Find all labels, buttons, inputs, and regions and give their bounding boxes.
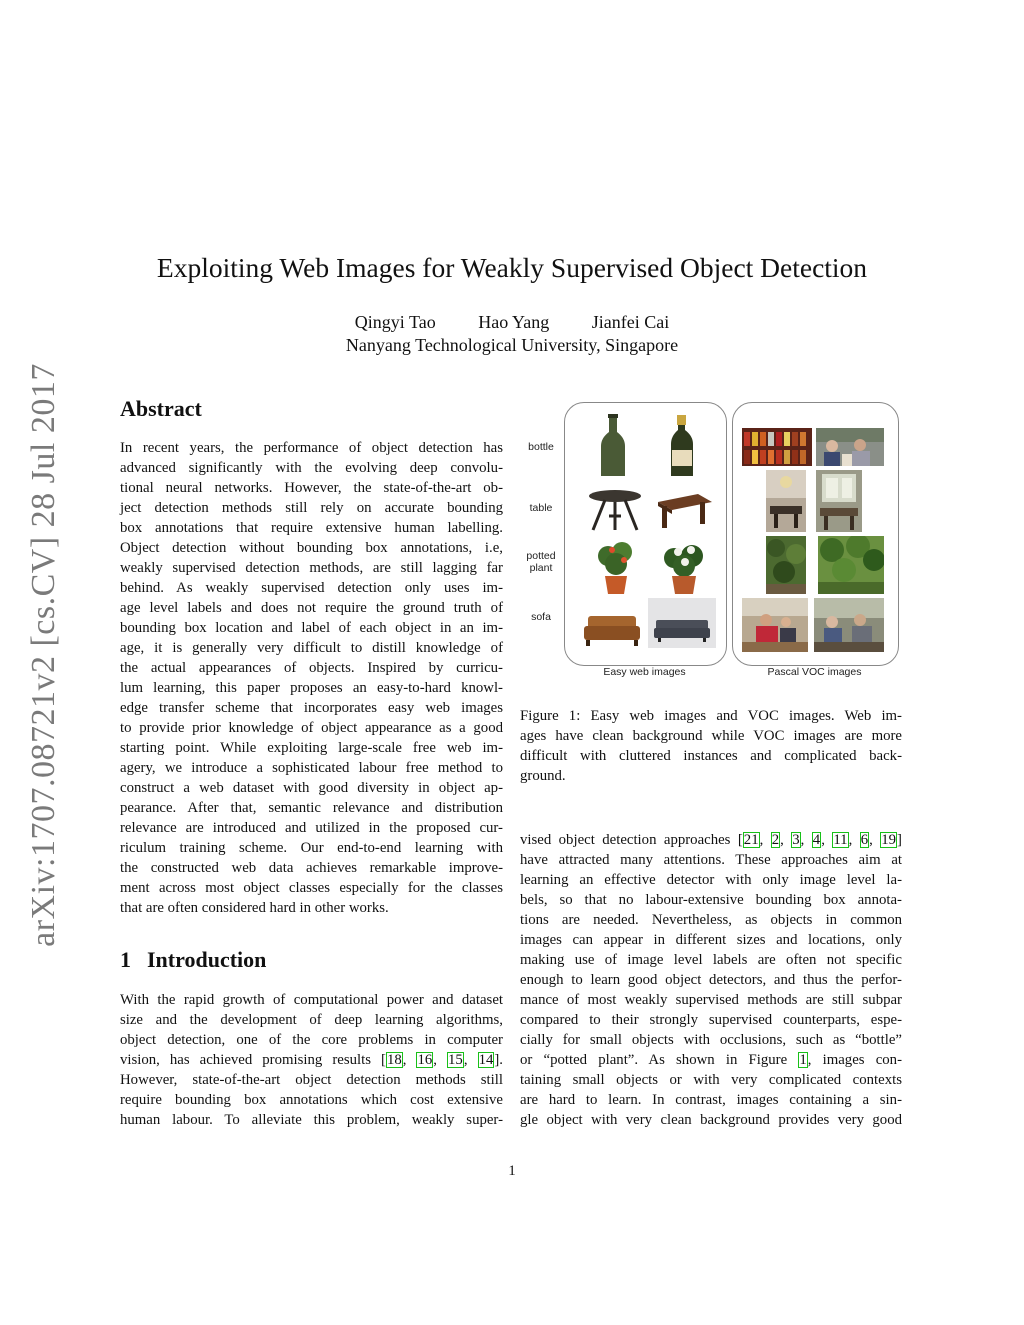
text-line [120,1090,503,1110]
text-line: ages have clean background while VOC images are more [520,728,902,744]
text-segment: , [463,1052,478,1068]
text-segment: ] [897,832,902,848]
text-line [520,950,902,970]
text-line: tional neural networks. However, the state-of-the-art ob- [120,480,503,496]
text-line [520,870,902,890]
text-line: riculum training scheme. Our end-to-end learning with [120,840,503,856]
figure-1 [520,400,905,685]
text-segment: , images con- [807,1052,902,1068]
web-table-round-image [583,486,647,534]
text-segment: vised object detection approaches [ [520,832,743,848]
text-line [520,850,902,870]
text-line: age level labels and does not require the ground truth of [120,600,503,616]
text-segment: , [869,832,881,848]
text-line [520,970,902,990]
text-line: In recent years, the performance of object detection has [120,440,503,456]
text-line: Object detection without bounding box annotations, i.e, [120,540,503,556]
text-line: pearance. After that, semantic relevance and distribution [120,800,503,816]
text-segment: , [848,832,860,848]
web-potted-plant-image [590,540,642,596]
web-sofa-brown-image [580,606,644,650]
voc-living-room-image [814,598,884,652]
text-segment: mance of most weakly supervised methods are still subpar [520,992,902,1008]
text-line: Figure 1: Easy web images and VOC images. Web im- [520,708,902,724]
text-segment: However, state-of-the-art object detection methods still [120,1072,503,1088]
text-segment: , [800,832,812,848]
citation-link[interactable]: 15 [448,1052,463,1068]
right-column-body [520,830,902,1130]
text-line [520,1070,902,1090]
author-name: Jianfei Cai [591,312,670,332]
text-line: ject detection methods still rely on accurate bounding [120,500,503,516]
text-line [520,1050,902,1070]
web-bottle-image [583,412,643,480]
voc-forest-image [818,536,884,594]
citation-link[interactable]: 11 [833,832,848,848]
text-line [120,1050,503,1070]
text-line [520,1030,902,1050]
web-flower-pot-image [658,540,710,596]
text-line: age, it is generally very difficult to distill knowledge of [120,640,503,656]
citation-link[interactable]: 2 [771,832,780,848]
citation-link[interactable]: 21 [743,832,759,848]
text-line: to provide prior knowledge of object appearance as a good [120,720,503,736]
text-line: the actual appearances of objects. Inspired by curricu- [120,660,503,676]
text-segment: , [433,1052,448,1068]
section-title: Introduction [147,947,267,972]
text-line [520,1010,902,1030]
text-segment: gle object with very clean background provides very good [520,1112,902,1128]
voc-images-label: Pascal VOC images [767,666,862,678]
text-segment: size and the development of deep learning algorithms, [120,1012,503,1028]
row-label-bottle: bottle [528,441,554,453]
citation-link[interactable]: 1 [799,1052,807,1068]
text-line: weakly supervised detection methods, are still lagging far [120,560,503,576]
text-line: the constructed web data achieves remarkable improve- [120,860,503,876]
paper-title: Exploiting Web Images for Weakly Supervised Object Detection [156,252,868,283]
text-line: bounding box location and label of each object in an im- [120,620,503,636]
row-label-table: table [529,502,553,514]
text-line: behind. As weakly supervised detection only uses im- [120,580,503,596]
text-segment: ]. [494,1052,504,1068]
affiliation: Nanyang Technological University, Singapore [345,335,679,355]
text-segment: tions are needed. Nevertheless, as objects in common [520,912,902,928]
author-name: Qingyi Tao [354,312,436,332]
text-line: that are often considered hard in other works. [120,900,389,916]
web-images-label: Easy web images [603,666,686,678]
introduction-body [120,990,503,1130]
text-line: difficult with cluttered instances and complicated back- [520,748,902,764]
text-segment: human labour. To alleviate this problem, weakly super- [120,1112,503,1128]
text-line [120,990,503,1010]
voc-sofa-people-image [742,598,808,652]
text-segment: have attracted many attentions. These approaches aim at [520,852,902,868]
citation-link[interactable]: 18 [386,1052,402,1068]
text-segment: enough to learn good object detectors, and thus the perfor- [520,972,902,988]
arxiv-identifier-text: arXiv:1707.08721v2 [cs.CV] 28 Jul 2017 [25,363,62,947]
text-line [120,1010,503,1030]
row-label-sofa: sofa [531,611,551,623]
voc-garden-plant-image [766,536,806,594]
text-line: construct a web dataset with good diversity in object ap- [120,780,503,796]
text-segment: taining small objects or with very complicated contexts [520,1072,902,1088]
citation-link[interactable]: 14 [478,1052,494,1068]
text-line: starting point. While exploiting large-scale free web im- [120,740,503,756]
text-segment: cially for small objects with occlusions, such as “bottle” [520,1032,902,1048]
text-segment: , [821,832,833,848]
text-line: lum learning, this paper proposes an easy-to-hard knowl- [120,680,503,696]
text-line: edge transfer scheme that incorporates easy web images [120,700,503,716]
text-line [520,890,902,910]
text-segment: vision, has achieved promising results [ [120,1052,386,1068]
text-line: box annotations that require extensive human labelling. [120,520,503,536]
text-segment: require bounding box annotations which cost extensive [120,1092,503,1108]
text-line [120,1070,503,1090]
text-segment: or “potted plant”. As shown in Figure [520,1052,799,1068]
author-list [0,312,1024,333]
voc-interior-image [816,470,862,532]
web-champagne-image [657,412,707,480]
row-label-potted-plant: potted plant [526,550,556,574]
text-line [120,1110,503,1130]
web-sofa-grey-image [648,598,716,648]
introduction-heading [120,947,266,973]
text-line [520,1110,902,1130]
citation-link[interactable]: 6 [860,832,869,848]
text-line: ground. [520,768,566,784]
text-segment: , [402,1052,417,1068]
citation-link[interactable]: 3 [792,832,800,848]
web-table-wood-image [654,486,714,534]
citation-link[interactable]: 4 [812,832,821,848]
arxiv-identifier [22,365,66,945]
text-segment: are hard to learn. In contrast, images containing a sin- [520,1092,902,1108]
author-name: Hao Yang [478,312,550,332]
text-line [520,1090,902,1110]
voc-people-dining-image [816,428,884,466]
text-line [520,910,902,930]
text-line [520,830,902,850]
abstract-body [120,438,503,918]
text-segment: , [780,832,792,848]
text-segment: images can appear in different sizes and locations, only [520,932,902,948]
text-segment: , [759,832,771,848]
text-segment: object detection, one of the core problems in computer [120,1032,503,1048]
text-line: agery, we introduce a sophisticated labour free method to [120,760,503,776]
citation-link[interactable]: 19 [881,832,897,848]
text-line: advanced significantly with the evolving deep convolu- [120,460,503,476]
page-number: 1 [508,1163,516,1179]
citation-link[interactable]: 16 [417,1052,433,1068]
text-line [520,990,902,1010]
text-segment: compared to their strongly supervised counterparts, espe- [520,1012,902,1028]
text-line: ment across most object classes especially for the classes [120,880,503,896]
text-segment: learning an effective detector with only image level la- [520,872,902,888]
text-segment: With the rapid growth of computational power and dataset [120,992,503,1008]
text-line [520,930,902,950]
text-line: relevance are introduced and utilized in the proposed cur- [120,820,503,836]
figure-caption [520,706,902,786]
text-segment: bels, so that no labour-extensive bounding box annota- [520,892,902,908]
text-line [120,1030,503,1050]
voc-room-table-image [766,470,806,532]
abstract-heading: Abstract [120,396,202,421]
section-number: 1 [120,947,131,972]
voc-bottle-shelf-image [742,428,812,466]
text-segment: making use of image level labels are often not specific [520,952,902,968]
